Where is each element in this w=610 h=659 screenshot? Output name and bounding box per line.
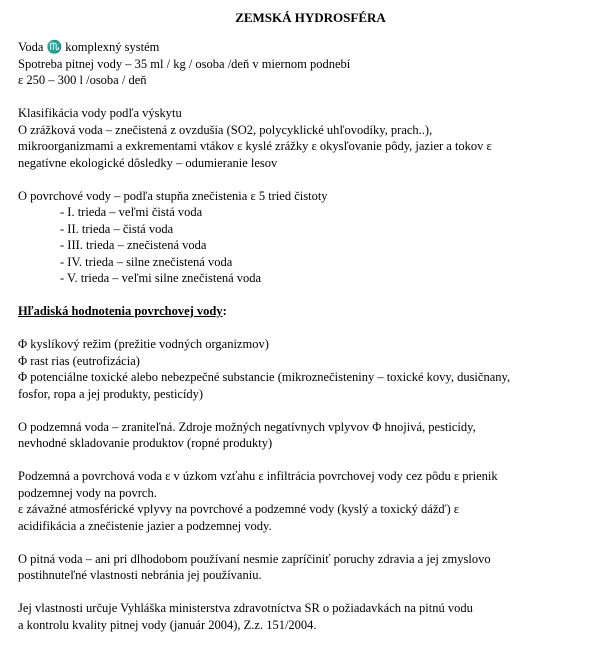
- interaction-line: ε závažné atmosférické vplyvy na povrchové a podzemné vody (kyslý a toxický dážď) ε: [18, 502, 459, 516]
- classification-section: [18, 105, 603, 171]
- criteria-item: fosfor, ropa a jej produkty, pesticídy): [18, 386, 204, 401]
- interaction-line: podzemnej vody na povrch.: [18, 485, 157, 500]
- document-page: [18, 9, 603, 633]
- groundwater-line: O podzemná voda – zraniteľná. Zdroje možných negatívnych vplyvov Φ hnojivá, pesticídy,: [18, 419, 476, 434]
- spacer: [18, 320, 603, 337]
- criteria-heading-row: [18, 303, 603, 320]
- surface-water-intro: O povrchové vody – podľa stupňa znečistenia ε 5 tried čistoty: [18, 188, 328, 203]
- criteria-item: Φ potenciálne toxické alebo nebezpečné substancie (mikroznečisteniny – toxické kovy, dusičnany,: [18, 370, 511, 384]
- intro-line: ε 250 – 300 l /osoba / deň: [18, 73, 147, 87]
- interaction-line: Podzemná a povrchová voda ε v úzkom vzťahu ε infiltrácia povrchovej vody cez pôdu ε prienik: [18, 469, 498, 483]
- interaction-section: [18, 468, 603, 534]
- document-title: ZEMSKÁ HYDROSFÉRA: [235, 10, 386, 25]
- regulation-section: [18, 600, 603, 633]
- spacer: [18, 89, 603, 106]
- regulation-line: Jej vlastnosti určuje Vyhláška ministerstva zdravotníctva SR o požiadavkách na pitnú vodu: [18, 601, 473, 615]
- spacer: [18, 171, 603, 188]
- surface-water-section: [18, 188, 603, 287]
- class-item: - III. trieda – znečistená voda: [60, 238, 207, 252]
- intro-line: Voda ♏ komplexný systém: [18, 40, 160, 54]
- regulation-line: a kontrolu kvality pitnej vody (január 2004), Z.z. 151/2004.: [18, 617, 317, 632]
- classification-line: negatívne ekologické dôsledky – odumieranie lesov: [18, 155, 278, 170]
- criteria-item: Φ kyslíkový režim (prežitie vodných organizmov): [18, 337, 269, 351]
- class-item: - V. trieda – veľmi silne znečistená voda: [60, 271, 262, 285]
- drinking-water-section: [18, 551, 603, 584]
- criteria-heading-colon: :: [222, 304, 227, 318]
- criteria-item: Φ rast rias (eutrofizácia): [18, 353, 140, 368]
- class-item: - IV. trieda – silne znečistená voda: [60, 254, 233, 269]
- classification-heading: Klasifikácia vody podľa výskytu: [18, 106, 182, 120]
- drinking-water-line: postihnuteľné vlastnosti nebránia jej používaniu.: [18, 568, 262, 582]
- spacer: [18, 452, 603, 469]
- criteria-list: [18, 336, 603, 402]
- classification-line: O zrážková voda – znečistená z ovzdušia (SO2, polycyklické uhľovodíky, prach..),: [18, 122, 433, 137]
- spacer: [18, 402, 603, 419]
- interaction-line: acidifikácia a znečistenie jazier a podzemnej vody.: [18, 518, 272, 533]
- intro-line: Spotreba pitnej vody – 35 ml / kg / osoba /deň v miernom podnebí: [18, 56, 351, 71]
- drinking-water-line: O pitná voda – ani pri dlhodobom používaní nesmie zapríčiniť poruchy zdravia a jej zmyslovo: [18, 551, 491, 566]
- spacer: [18, 534, 603, 551]
- class-item: - I. trieda – veľmi čistá voda: [60, 205, 203, 219]
- criteria-heading: Hľadiská hodnotenia povrchovej vody: [18, 304, 223, 318]
- groundwater-line: nevhodné skladovanie produktov (ropné produkty): [18, 436, 273, 450]
- class-item: - II. trieda – čistá voda: [60, 221, 174, 236]
- classification-line: mikroorganizmami a exkrementami vtákov ε kyslé zrážky ε okysľovanie pôdy, jazier a tokov ε: [18, 139, 492, 153]
- intro-section: [18, 39, 603, 89]
- spacer: [18, 584, 603, 601]
- groundwater-section: [18, 419, 603, 452]
- spacer: [18, 287, 603, 304]
